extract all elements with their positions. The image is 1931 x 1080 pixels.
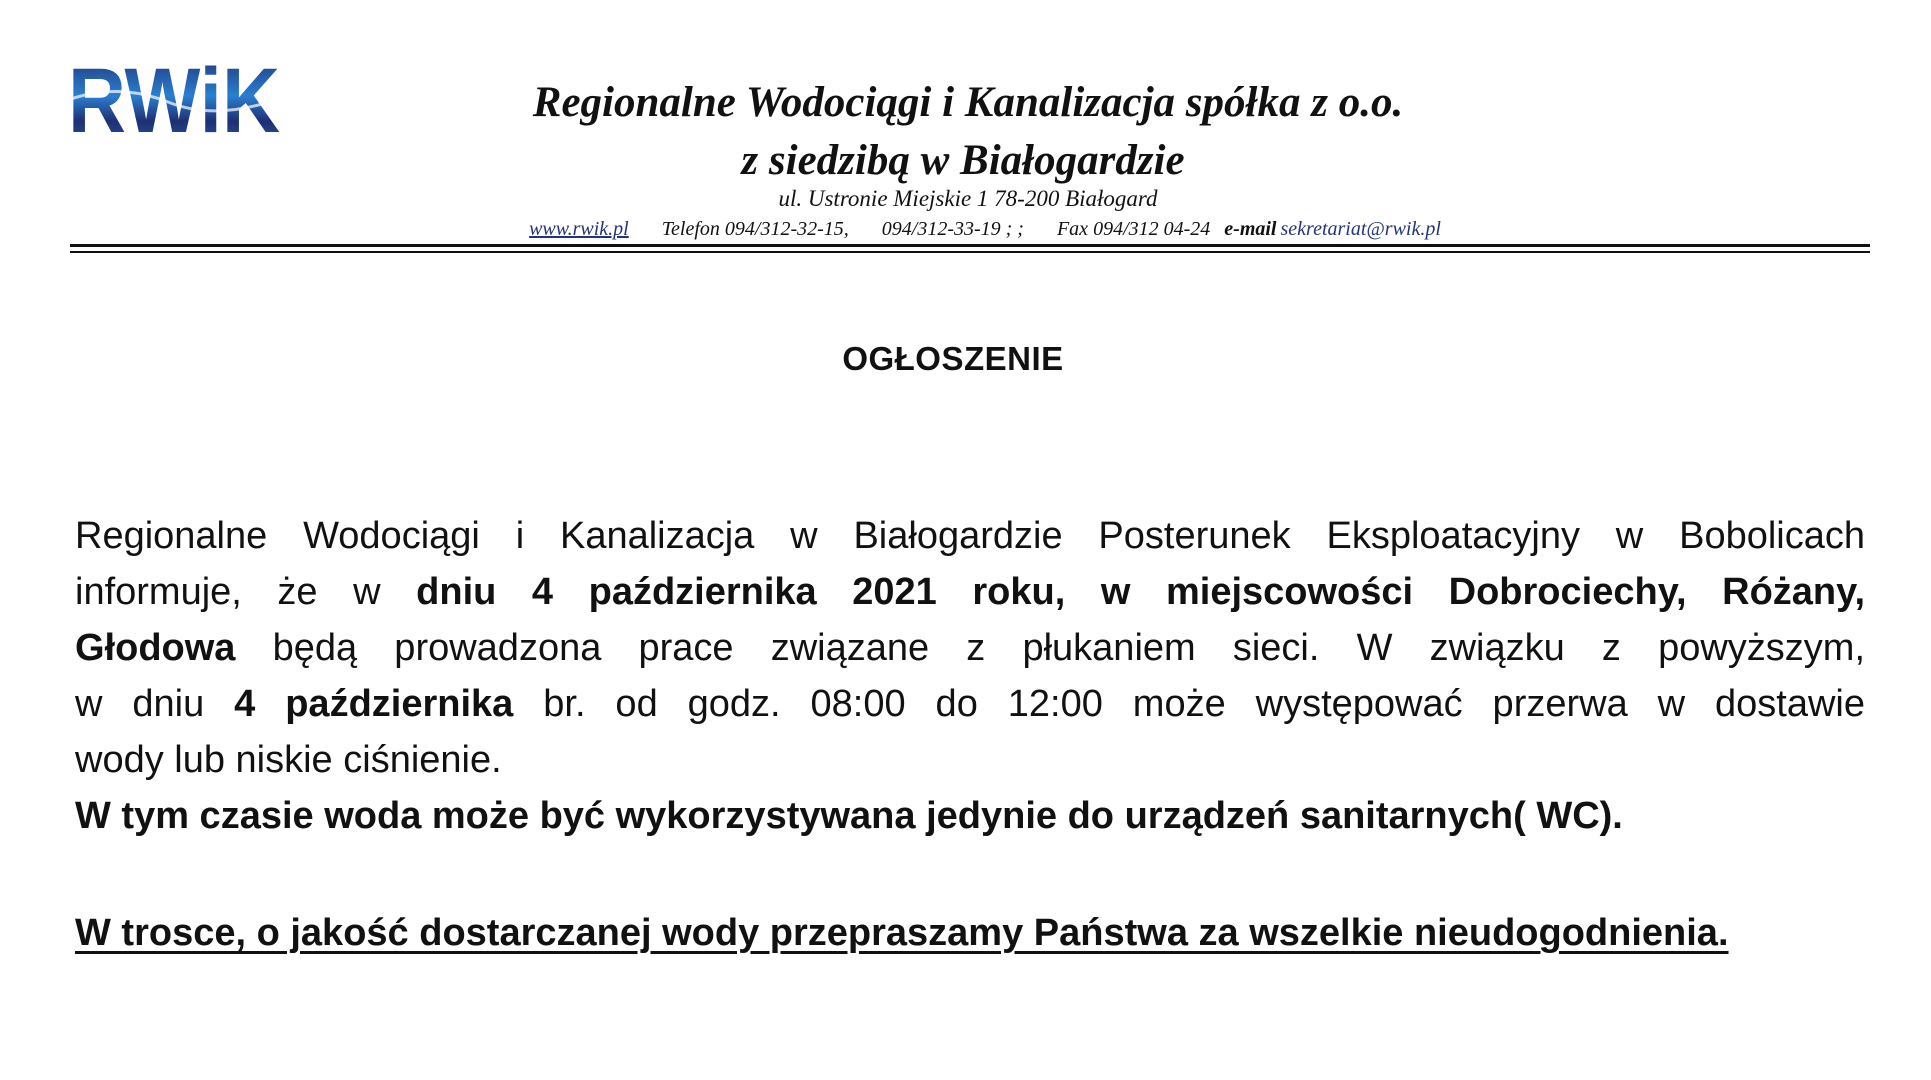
text: będą prowadzona prace związane z płukaniem sieci. W związku z powyższym, bbox=[235, 627, 1865, 669]
company-address: ul. Ustronie Miejskie 1 78-200 Białogard bbox=[778, 186, 1158, 211]
apology-line: W trosce, o jakość dostarczanej wody przepraszamy Państwa za wszelkie nieudogodnienia. bbox=[75, 912, 1729, 954]
body-line bbox=[75, 676, 1865, 732]
restriction-line: W tym czasie woda może być wykorzystywana jedynie do urządzeń sanitarnych( WC). bbox=[75, 795, 1623, 837]
body-line bbox=[75, 732, 1865, 788]
date-emphasis: 4 października bbox=[234, 683, 514, 725]
header-divider-2 bbox=[70, 251, 1870, 253]
fax: Fax 094/312 04-24 bbox=[1056, 218, 1211, 240]
contact-line bbox=[25, 218, 1931, 241]
email-link[interactable]: sekretariat@rwik.pl bbox=[1280, 218, 1441, 240]
notice-body bbox=[75, 508, 1865, 844]
text: br. od godz. 08:00 do 12:00 może występować przerwa w dostawie bbox=[513, 683, 1865, 725]
date-location-emphasis: dniu 4 października 2021 roku, w miejscowości Dobrociechy, Różany, bbox=[416, 571, 1866, 613]
phone: Telefon 094/312-32-15, bbox=[661, 218, 849, 240]
location-emphasis: Głodowa bbox=[75, 627, 236, 669]
header-divider bbox=[70, 244, 1870, 247]
website-link[interactable]: www.rwik.pl bbox=[529, 218, 629, 240]
text: wody lub niskie ciśnienie. bbox=[75, 739, 502, 781]
email-label: e-mail bbox=[1224, 218, 1277, 240]
notice-title: OGŁOSZENIE bbox=[842, 340, 1064, 377]
company-seat: z siedzibą w Białogardzie bbox=[741, 137, 1185, 184]
text: Regionalne Wodociągi i Kanalizacja w Białogardzie Posterunek Eksploatacyjny w Bobolicach bbox=[75, 515, 1865, 557]
body-line bbox=[75, 564, 1865, 620]
phone-2: 094/312-33-19 ; ; bbox=[881, 218, 1024, 240]
body-line bbox=[75, 620, 1865, 676]
body-line bbox=[75, 508, 1865, 564]
svg-text:RWiK: RWiK bbox=[68, 50, 280, 152]
text: w dniu bbox=[75, 683, 235, 725]
text: informuje, że w bbox=[75, 571, 417, 613]
company-name: Regionalne Wodociągi i Kanalizacja spółka z o.o. bbox=[532, 79, 1404, 126]
